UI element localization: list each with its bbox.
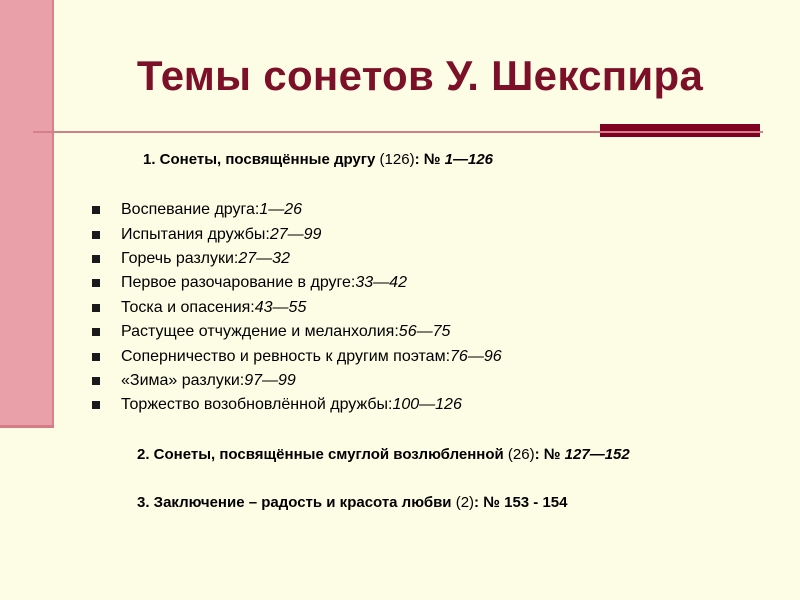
theme-label: Воспевание друга: [121,201,260,219]
list-item [92,198,502,222]
square-bullet-icon [92,377,100,385]
list-item [92,271,502,295]
list-item [92,247,502,271]
theme-label: Соперничество и ревность к другим поэтам: [121,347,451,365]
theme-range: 33—42 [355,274,407,292]
theme-label: Первое разочарование в друге: [121,274,356,292]
theme-label: Тоска и опасения: [121,298,255,316]
square-bullet-icon [92,353,100,361]
themes-list [92,198,502,418]
square-bullet-icon [92,206,100,214]
theme-range: 100—126 [392,396,462,414]
list-item [92,393,502,417]
theme-range: 97—99 [244,371,296,389]
section-heading-text: 1. Сонеты, посвящённые другу [143,151,380,168]
square-bullet-icon [92,401,100,409]
theme-label: Испытания дружбы: [121,225,270,243]
theme-label: Растущее отчуждение и меланхолия: [121,323,399,341]
theme-range: 27—99 [269,225,322,243]
square-bullet-icon [92,328,100,336]
theme-label: «Зима» разлуки: [121,371,245,389]
square-bullet-icon [92,231,100,239]
list-item [92,344,502,368]
section-count: (26) [507,446,535,463]
side-bar-bottom-edge [0,425,54,428]
square-bullet-icon [92,255,100,263]
theme-range: 1—26 [259,201,303,219]
section-range: 1—126 [444,151,494,168]
title-divider-accent-bottom [600,133,760,137]
theme-label: Горечь разлуки: [121,249,239,267]
section-heading-text: 2. Сонеты, посвящённые смуглой возлюбленной [137,446,508,463]
theme-label: Торжество возобновлённой дружбы: [121,396,393,414]
slide-title: Темы сонетов У. Шекспира [136,52,704,99]
section-heading-dark-lady [137,446,630,463]
list-item [92,369,502,393]
section-number-label: : № 153 - 154 [474,494,568,511]
section-heading-conclusion [137,494,567,511]
title-divider-accent-top [600,124,760,131]
theme-range: 76—96 [450,347,502,365]
section-count: (126) [379,151,415,168]
list-item [92,222,502,246]
theme-range: 56—75 [398,323,451,341]
section-heading-friend [143,151,493,168]
section-number-label: : № [534,446,565,463]
list-item [92,320,502,344]
theme-range: 27—32 [238,249,290,267]
section-heading-text: 3. Заключение – радость и красота любви [137,494,456,511]
square-bullet-icon [92,304,100,312]
theme-range: 43—55 [254,298,307,316]
section-count: (2) [455,494,475,511]
square-bullet-icon [92,279,100,287]
section-number-label: : № [414,151,445,168]
section-range: 127—152 [564,446,630,463]
list-item [92,296,502,320]
